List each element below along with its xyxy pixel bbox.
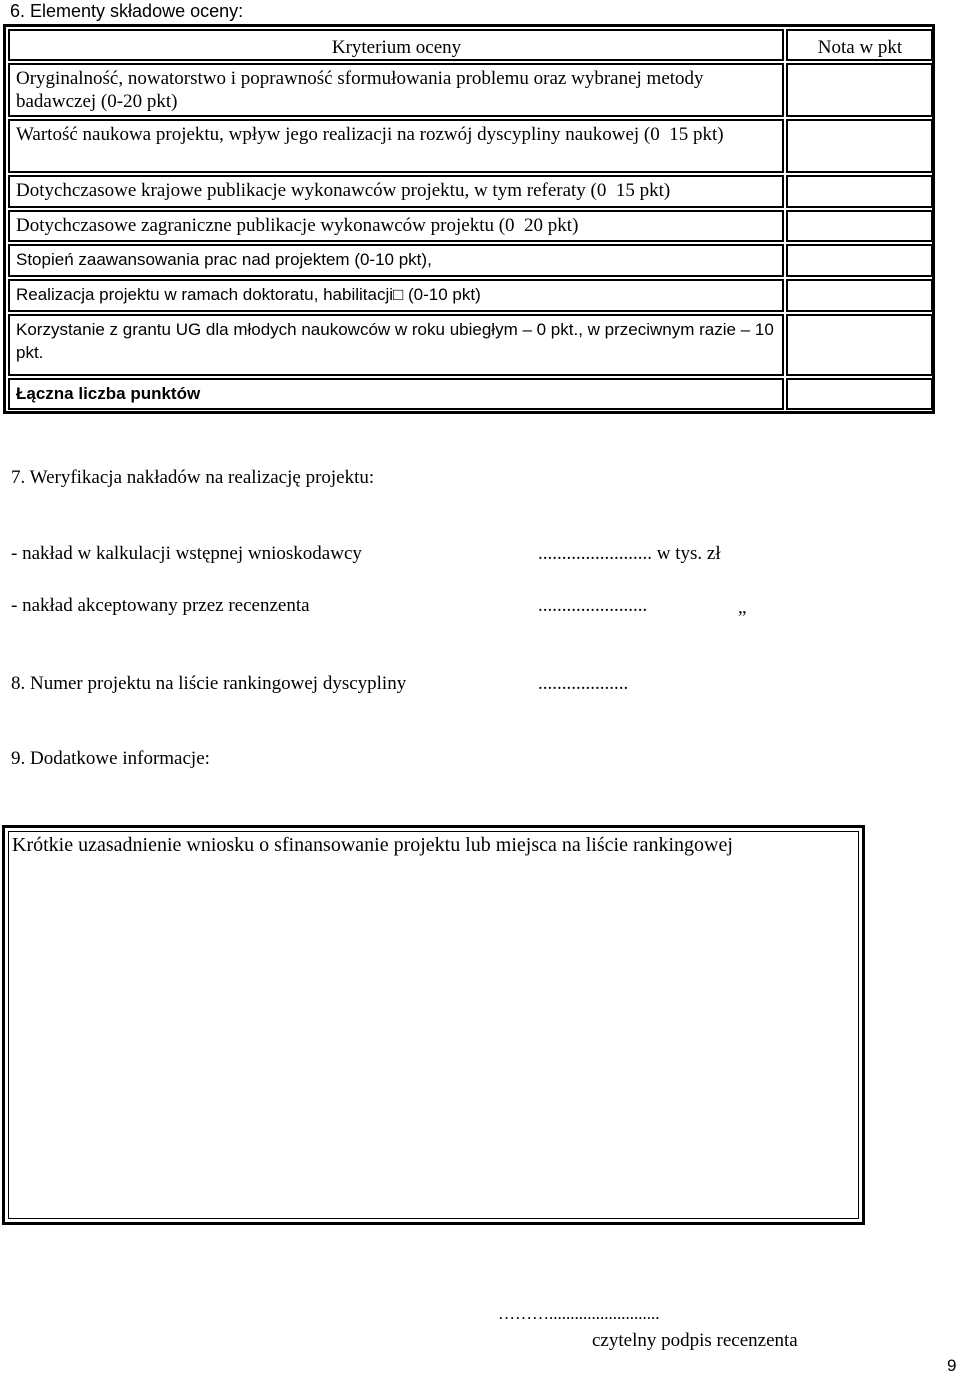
section-9-title: 9. Dodatkowe informacje: — [11, 748, 210, 769]
justification-label: Krótkie uzasadnienie wniosku o sfinansowanie projektu lub miejsca na liście rankingowej — [12, 834, 733, 856]
score-cell[interactable] — [786, 119, 933, 173]
initial-cost-value[interactable]: ........................ w tys. zł — [538, 543, 721, 564]
initial-cost-label: - nakład w kalkulacji wstępnej wnioskodawcy — [11, 543, 362, 564]
score-cell[interactable] — [786, 244, 933, 277]
accepted-cost-value[interactable]: ....................... — [538, 595, 648, 616]
criterion-row: Realizacja projektu w ramach doktoratu, habilitacji□ (0-10 pkt) — [8, 279, 784, 312]
criterion-header: Kryterium oceny — [8, 29, 784, 61]
signature-line[interactable]: ……….......................... — [498, 1304, 660, 1323]
criterion-row: Dotychczasowe krajowe publikacje wykonawców projektu, w tym referaty (0 15 pkt) — [8, 175, 784, 208]
criterion-row: Dotychczasowe zagraniczne publikacje wykonawców projektu (0 20 pkt) — [8, 210, 784, 242]
total-score-cell[interactable] — [786, 378, 933, 410]
ditto-mark: „ — [738, 597, 747, 618]
criterion-row-text: Korzystanie z grantu UG dla młodych naukowców w roku ubiegłym – 0 pkt., w przeciwnym razie – 10 pkt. — [16, 320, 774, 362]
accepted-cost-label: - nakład akceptowany przez recenzenta — [11, 595, 310, 616]
total-label: Łączna liczba punktów — [8, 378, 784, 410]
page-number: 9 — [947, 1356, 957, 1375]
section-8-title: 8. Numer projektu na liście rankingowej dyscypliny — [11, 673, 407, 694]
score-header: Nota w pkt — [786, 29, 933, 61]
justification-box[interactable] — [2, 825, 865, 1225]
score-cell[interactable] — [786, 175, 933, 208]
ranking-number-value[interactable]: ................... — [538, 673, 629, 694]
score-cell[interactable] — [786, 63, 933, 117]
criterion-row: Stopień zaawansowania prac nad projektem (0-10 pkt), — [8, 244, 784, 277]
score-cell[interactable] — [786, 279, 933, 312]
section-6-title: 6. Elementy składowe oceny: — [10, 1, 244, 21]
criterion-row — [8, 314, 784, 376]
signature-label: czytelny podpis recenzenta — [592, 1330, 798, 1351]
criterion-row: Oryginalność, nowatorstwo i poprawność sformułowania problemu oraz wybranej metody badawczej (0-20 pkt) — [8, 63, 784, 117]
evaluation-table — [3, 24, 935, 414]
score-cell[interactable] — [786, 314, 933, 376]
score-cell[interactable] — [786, 210, 933, 242]
criterion-row: Wartość naukowa projektu, wpływ jego realizacji na rozwój dyscypliny naukowej (0 15 pkt) — [8, 119, 784, 173]
justification-box-inner-border — [8, 831, 859, 1219]
section-7-title: 7. Weryfikacja nakładów na realizację projektu: — [11, 467, 375, 488]
